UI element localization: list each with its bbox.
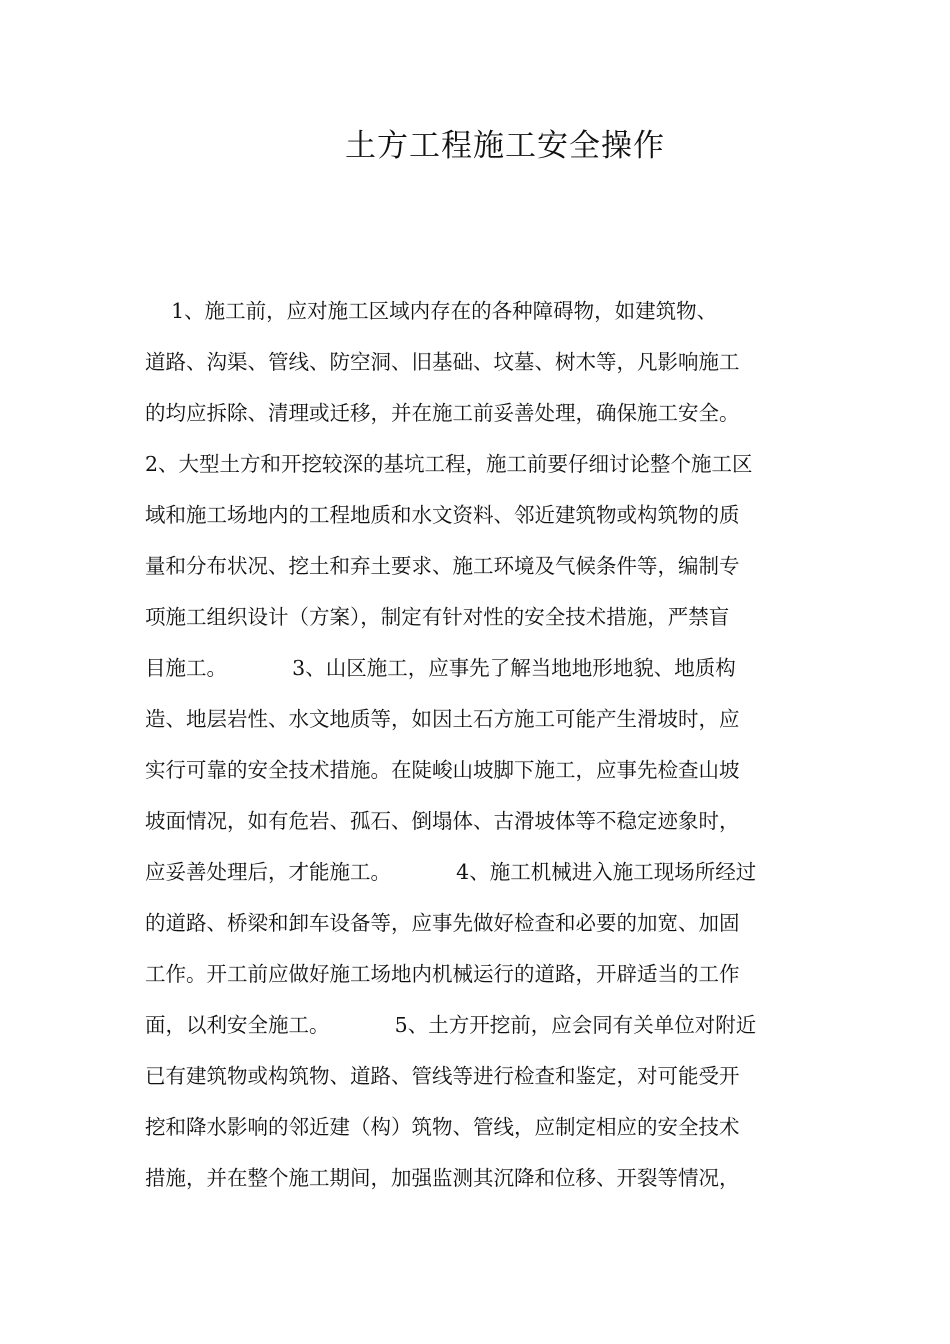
document-title: 土方工程施工安全操作 (345, 128, 665, 164)
body-line-16: 已有建筑物或构筑物、道路、管线等进行检查和鉴定，对可能受开 (145, 1064, 740, 1088)
body-line-3: 的均应拆除、清理或迁移，并在施工前妥善处理，确保施工安全。 (145, 401, 740, 425)
body-line-8: 目施工。 3、山区施工，应事先了解当地地形地貌、地质构 (145, 656, 736, 680)
body-line-5: 域和施工场地内的工程地质和水文资料、邻近建筑物或构筑物的质 (145, 503, 740, 527)
body-line-14: 工作。开工前应做好施工场地内机械运行的道路，开辟适当的工作 (145, 962, 740, 986)
body-line-17: 挖和降水影响的邻近建（构）筑物、管线，应制定相应的安全技术 (145, 1115, 740, 1139)
body-line-9: 造、地层岩性、水文地质等，如因土石方施工可能产生滑坡时，应 (145, 707, 740, 731)
body-line-6: 量和分布状况、挖土和弃土要求、施工环境及气候条件等，编制专 (145, 554, 740, 578)
body-line-18: 措施，并在整个施工期间，加强监测其沉降和位移、开裂等情况， (145, 1166, 740, 1190)
body-line-4: 2、大型土方和开挖较深的基坑工程，施工前要仔细讨论整个施工区 (145, 452, 753, 476)
body-line-2: 道路、沟渠、管线、防空洞、旧基础、坟墓、树木等，凡影响施工 (145, 350, 740, 374)
body-line-7: 项施工组织设计（方案），制定有针对性的安全技术措施，严禁盲 (145, 605, 730, 629)
body-line-11: 坡面情况，如有危岩、孤石、倒塌体、古滑坡体等不稳定迹象时， (145, 809, 740, 833)
body-line-12: 应妥善处理后，才能施工。 4、施工机械进入施工现场所经过 (145, 860, 757, 884)
body-line-1: 1、施工前，应对施工区域内存在的各种障碍物，如建筑物、 (145, 299, 718, 323)
body-line-15: 面，以利安全施工。 5、土方开挖前，应会同有关单位对附近 (145, 1013, 757, 1037)
body-line-13: 的道路、桥梁和卸车设备等，应事先做好检查和必要的加宽、加固 (145, 911, 740, 935)
body-line-10: 实行可靠的安全技术措施。在陡峻山坡脚下施工，应事先检查山坡 (145, 758, 740, 782)
